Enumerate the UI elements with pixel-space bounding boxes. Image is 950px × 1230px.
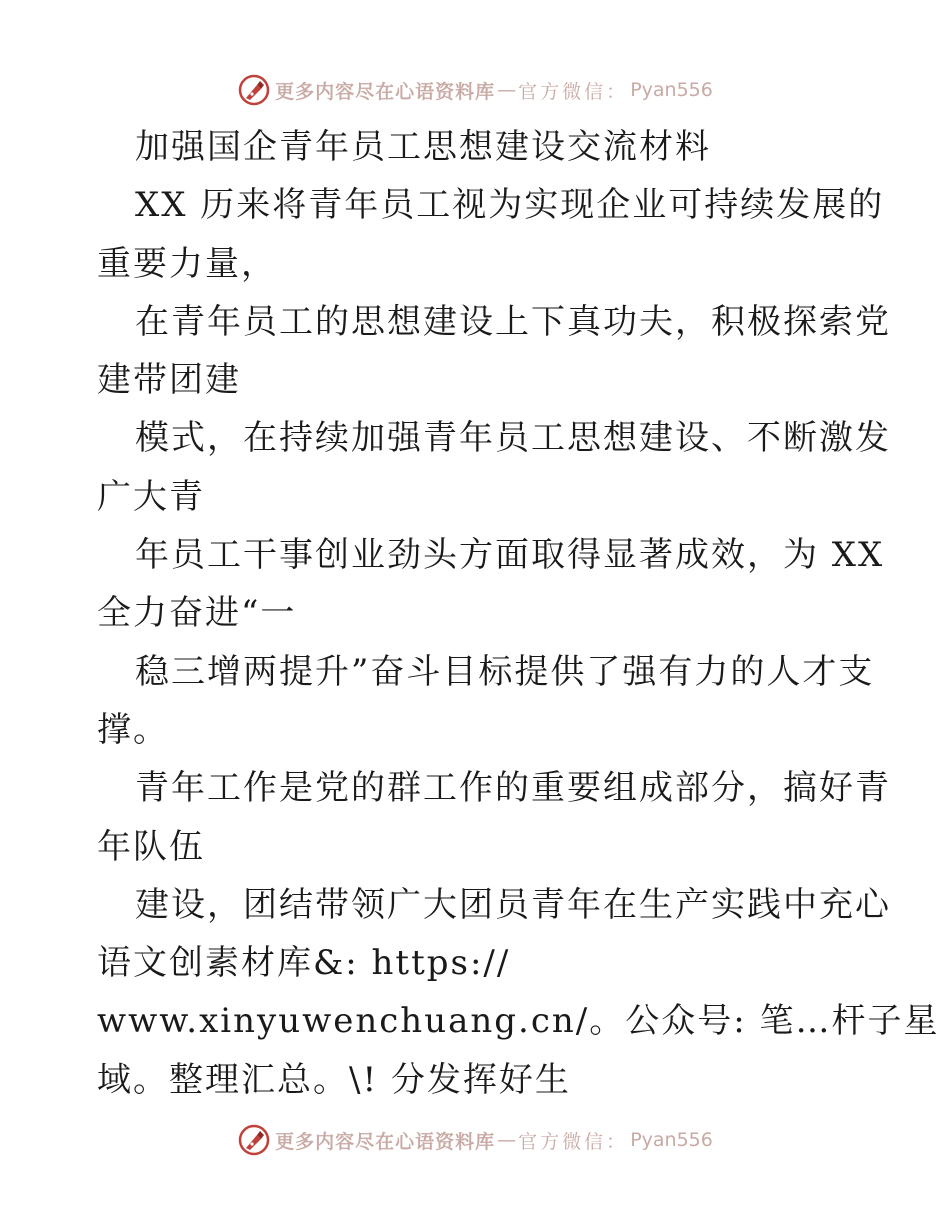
paragraph-line: 在青年员工的思想建设上下真功夫，积极探索党 xyxy=(135,301,891,342)
paragraph-line: 撑。 xyxy=(97,709,169,750)
paragraph-line: 广大青 xyxy=(97,476,205,517)
watermark-text: 更多内容尽在心语资料库 xyxy=(275,1130,496,1153)
paragraph-line: 建设，团结带领广大团员青年在生产实践中充心 xyxy=(135,884,891,925)
watermark-text: 更多内容尽在心语资料库 xyxy=(275,80,496,103)
paragraph-line: 域。整理汇总。\! 分发挥好生 xyxy=(97,1059,571,1100)
paragraph-line: XX 历来将青年员工视为实现企业可持续发展的 xyxy=(135,185,885,226)
paragraph-line: 稳三增两提升”奋斗目标提供了强有力的人才支 xyxy=(135,651,875,692)
watermark-label: 官方微信： xyxy=(518,1130,629,1153)
watermark-dash: — xyxy=(497,1129,517,1151)
header-watermark xyxy=(0,70,950,110)
document-title: 加强国企青年员工思想建设交流材料 xyxy=(135,127,711,167)
paragraph-line: 重要力量， xyxy=(97,243,277,284)
pen-nib-logo-icon xyxy=(237,73,271,107)
footer-watermark xyxy=(0,1120,950,1160)
paragraph-line: 模式，在持续加强青年员工思想建设、不断激发 xyxy=(135,418,891,459)
paragraph-line: 年队伍 xyxy=(97,826,205,867)
paragraph-line: 语文创素材库&: https:// xyxy=(97,943,511,984)
paragraph-line: www.xinyuwenchuang.cn/。公众号: 笔…杆子星 xyxy=(97,1001,940,1042)
paragraph-line: 年员工干事创业劲头方面取得显著成效，为 XX xyxy=(135,535,885,576)
watermark-dash: — xyxy=(497,79,517,101)
watermark-wechat-id: Pyan556 xyxy=(630,79,713,101)
pen-nib-logo-icon xyxy=(237,1123,271,1157)
watermark-label: 官方微信： xyxy=(518,80,629,103)
watermark-wechat-id: Pyan556 xyxy=(630,1129,713,1151)
paragraph-line: 建带团建 xyxy=(97,360,241,401)
paragraph-line: 全力奋进“一 xyxy=(97,593,297,634)
document-body xyxy=(97,118,940,1109)
paragraph-line: 青年工作是党的群工作的重要组成部分，搞好青 xyxy=(135,768,891,809)
